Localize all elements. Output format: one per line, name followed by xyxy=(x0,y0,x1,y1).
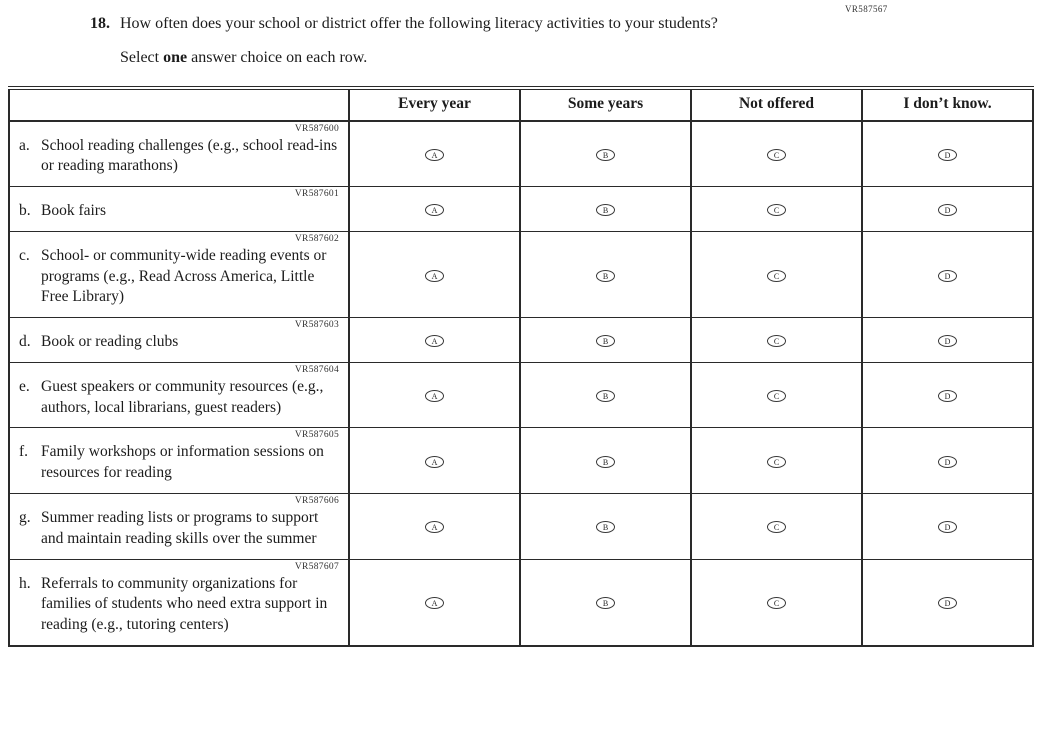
radio-bubble-not-offered[interactable]: C xyxy=(767,270,786,282)
table-row xyxy=(9,559,1033,646)
column-header-i-dont-know: I don’t know. xyxy=(862,88,1033,121)
row-letter: b. xyxy=(19,202,31,220)
answer-cell-i-dont-know xyxy=(862,559,1033,646)
radio-bubble-some-years[interactable]: B xyxy=(596,270,615,282)
row-vr-code: VR587602 xyxy=(294,233,339,244)
row-letter: h. xyxy=(19,574,31,592)
answer-cell-every-year xyxy=(349,121,520,187)
instruction-suffix: answer choice on each row. xyxy=(187,48,368,66)
radio-bubble-every-year[interactable]: A xyxy=(425,149,444,161)
table-row xyxy=(9,231,1033,317)
radio-bubble-i-dont-know[interactable]: D xyxy=(938,456,957,468)
radio-bubble-some-years[interactable]: B xyxy=(596,390,615,402)
row-text: School- or community-wide reading events or programs (e.g., Read Across America, Little Free Library) xyxy=(41,246,327,306)
answer-cell-i-dont-know xyxy=(862,428,1033,494)
header-row xyxy=(9,88,1033,121)
answer-cell-some-years xyxy=(520,362,691,428)
answer-cell-not-offered xyxy=(691,494,862,560)
radio-bubble-every-year[interactable]: A xyxy=(425,521,444,533)
radio-bubble-some-years[interactable]: B xyxy=(596,149,615,161)
radio-bubble-i-dont-know[interactable]: D xyxy=(938,270,957,282)
radio-bubble-some-years[interactable]: B xyxy=(596,335,615,347)
row-label-cell xyxy=(9,121,349,187)
row-text: School reading challenges (e.g., school read-ins or reading marathons) xyxy=(41,136,338,175)
row-vr-code: VR587606 xyxy=(294,496,339,507)
answer-cell-some-years xyxy=(520,187,691,232)
form-code: VR587567 xyxy=(845,4,888,14)
radio-bubble-not-offered[interactable]: C xyxy=(767,149,786,161)
answer-cell-some-years xyxy=(520,121,691,187)
radio-bubble-i-dont-know[interactable]: D xyxy=(938,597,957,609)
answer-cell-every-year xyxy=(349,187,520,232)
radio-bubble-every-year[interactable]: A xyxy=(425,390,444,402)
radio-bubble-some-years[interactable]: B xyxy=(596,456,615,468)
answer-cell-some-years xyxy=(520,559,691,646)
radio-bubble-some-years[interactable]: B xyxy=(596,521,615,533)
radio-bubble-i-dont-know[interactable]: D xyxy=(938,335,957,347)
row-text: Book fairs xyxy=(41,202,107,220)
answer-cell-every-year xyxy=(349,231,520,317)
row-letter: f. xyxy=(19,443,29,461)
radio-bubble-not-offered[interactable]: C xyxy=(767,521,786,533)
row-letter: e. xyxy=(19,377,30,395)
column-header-some-years: Some years xyxy=(520,88,691,121)
row-label-cell xyxy=(9,494,349,560)
row-letter: g. xyxy=(19,509,31,527)
answer-cell-some-years xyxy=(520,318,691,363)
radio-bubble-i-dont-know[interactable]: D xyxy=(938,521,957,533)
row-label-cell xyxy=(9,231,349,317)
answer-cell-i-dont-know xyxy=(862,318,1033,363)
radio-bubble-every-year[interactable]: A xyxy=(425,335,444,347)
radio-bubble-i-dont-know[interactable]: D xyxy=(938,204,957,216)
answer-cell-not-offered xyxy=(691,559,862,646)
instruction-bold: one xyxy=(163,48,188,66)
answer-cell-every-year xyxy=(349,318,520,363)
header-empty-cell xyxy=(9,88,349,121)
table-row xyxy=(9,187,1033,232)
row-vr-code: VR587603 xyxy=(294,320,339,331)
radio-bubble-not-offered[interactable]: C xyxy=(767,390,786,402)
row-label-cell xyxy=(9,318,349,363)
row-label-cell xyxy=(9,559,349,646)
radio-bubble-not-offered[interactable]: C xyxy=(767,335,786,347)
answer-table xyxy=(8,86,1034,647)
row-vr-code: VR587607 xyxy=(294,561,339,572)
column-header-every-year: Every year xyxy=(349,88,520,121)
row-text: Summer reading lists or programs to support and maintain reading skills over the summer xyxy=(41,509,319,547)
answer-cell-not-offered xyxy=(691,428,862,494)
answer-cell-i-dont-know xyxy=(862,494,1033,560)
answer-cell-some-years xyxy=(520,231,691,317)
question-instruction xyxy=(120,49,1042,67)
answer-cell-i-dont-know xyxy=(862,362,1033,428)
row-letter: a. xyxy=(19,136,30,154)
answer-cell-not-offered xyxy=(691,362,862,428)
question-number: 18. xyxy=(90,15,110,32)
answer-cell-not-offered xyxy=(691,187,862,232)
row-letter: c. xyxy=(19,246,30,264)
radio-bubble-every-year[interactable]: A xyxy=(425,456,444,468)
answer-cell-every-year xyxy=(349,428,520,494)
table-row xyxy=(9,318,1033,363)
row-vr-code: VR587605 xyxy=(294,430,339,441)
radio-bubble-some-years[interactable]: B xyxy=(596,204,615,216)
row-text: Book or reading clubs xyxy=(41,333,179,351)
row-text: Family workshops or information sessions on resources for reading xyxy=(41,443,324,482)
answer-cell-some-years xyxy=(520,494,691,560)
row-letter: d. xyxy=(19,333,31,351)
row-vr-code: VR587604 xyxy=(294,364,339,375)
question-text: How often does your school or district offer the following literacy activities to your students? xyxy=(120,15,718,32)
radio-bubble-not-offered[interactable]: C xyxy=(767,456,786,468)
radio-bubble-every-year[interactable]: A xyxy=(425,597,444,609)
answer-cell-some-years xyxy=(520,428,691,494)
instruction-prefix: Select xyxy=(120,48,164,66)
radio-bubble-every-year[interactable]: A xyxy=(425,270,444,282)
column-header-not-offered: Not offered xyxy=(691,88,862,121)
table-row xyxy=(9,428,1033,494)
answer-cell-every-year xyxy=(349,494,520,560)
answer-cell-i-dont-know xyxy=(862,187,1033,232)
table-row xyxy=(9,362,1033,428)
answer-cell-not-offered xyxy=(691,231,862,317)
radio-bubble-i-dont-know[interactable]: D xyxy=(938,390,957,402)
answer-cell-not-offered xyxy=(691,121,862,187)
row-vr-code: VR587600 xyxy=(294,123,339,134)
row-text: Guest speakers or community resources (e.g., authors, local librarians, guest readers) xyxy=(41,377,324,416)
radio-bubble-not-offered[interactable]: C xyxy=(767,204,786,216)
row-label-cell xyxy=(9,362,349,428)
radio-bubble-not-offered[interactable]: C xyxy=(767,597,786,609)
row-label-cell xyxy=(9,187,349,232)
answer-cell-not-offered xyxy=(691,318,862,363)
radio-bubble-some-years[interactable]: B xyxy=(596,597,615,609)
table-row xyxy=(9,121,1033,187)
row-label-cell xyxy=(9,428,349,494)
answer-cell-i-dont-know xyxy=(862,231,1033,317)
radio-bubble-every-year[interactable]: A xyxy=(425,204,444,216)
answer-cell-i-dont-know xyxy=(862,121,1033,187)
table-row xyxy=(9,494,1033,560)
radio-bubble-i-dont-know[interactable]: D xyxy=(938,149,957,161)
answer-cell-every-year xyxy=(349,559,520,646)
answer-cell-every-year xyxy=(349,362,520,428)
row-text: Referrals to community organizations for families of students who need extra support in reading (e.g., tutoring centers) xyxy=(41,574,328,634)
row-vr-code: VR587601 xyxy=(294,189,339,200)
